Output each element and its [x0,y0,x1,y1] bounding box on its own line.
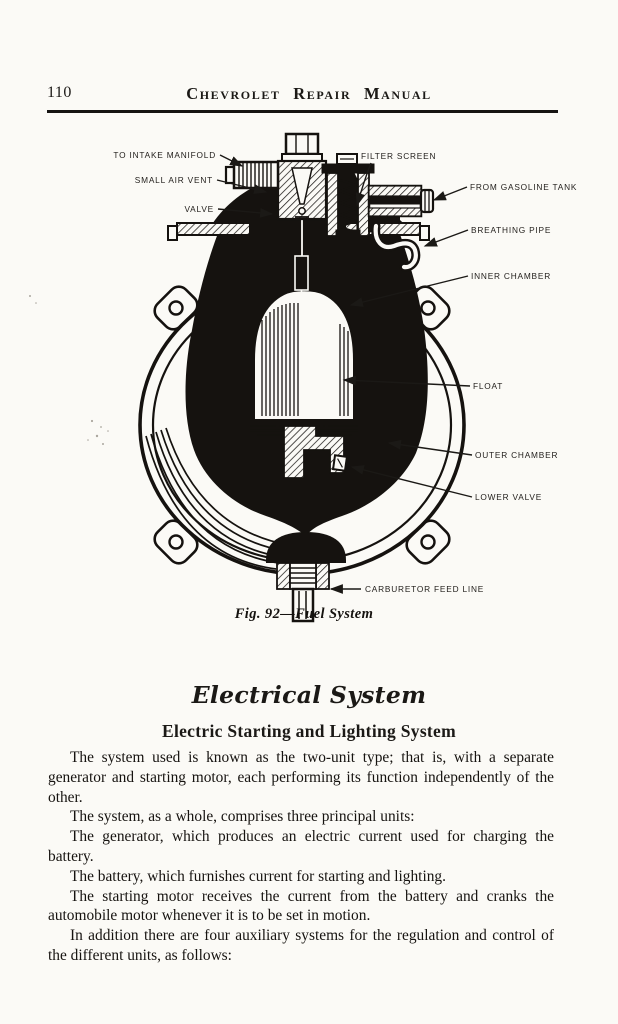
figure-label-inner-chamber: INNER CHAMBER [471,271,552,281]
page-header [0,84,618,106]
outlet-collar [277,563,329,589]
fuel-system-diagram [0,128,618,630]
section-title: Electrical System [191,681,427,709]
figure-label-filter-screen: FILTER SCREEN [361,151,437,161]
page-number: 110 [47,84,72,101]
figure-label-outer-chamber: OUTER CHAMBER [475,450,559,460]
figure-label-to-intake-manifold: TO INTAKE MANIFOLD [113,150,216,160]
scan-noise [29,295,109,445]
figure-label-lower-valve: LOWER VALVE [475,492,543,502]
paragraph: The starting motor receives the current from the battery and cranks the automobile motor whenever it is to be set in motion. [48,887,554,925]
figure-label-breathing-pipe: BREATHING PIPE [471,225,552,235]
figure-label-carburetor-feed-line: CARBURETOR FEED LINE [365,584,485,594]
paragraph: The generator, which produces an electric current used for charging the battery. [48,828,554,865]
fuel-system-figure [0,128,618,630]
gasoline-tank-fitting [369,186,433,216]
body-text [48,748,554,966]
paragraph: The system used is known as the two-unit type; that is, with a separate generator and starting motor, each performing its function independently of the other. [48,749,554,806]
float-dome [254,290,354,420]
header-rule [47,110,558,113]
paragraph: The system, as a whole, comprises three principal units: [70,808,415,826]
hex-nut [282,134,322,161]
figure-caption: Fig. 92—Fuel System [234,606,374,622]
figure-label-from-gasoline-tank: FROM GASOLINE TANK [470,182,578,192]
paragraph: The battery, which furnishes current for starting and lighting. [70,867,446,885]
valve-column [278,161,326,219]
lower-valve-shape [333,455,347,471]
paragraph: In addition there are four auxiliary systems for the regulation and control of the different units, as follows: [48,927,554,964]
subsection-title: Electric Starting and Lighting System [161,721,456,741]
manual-title: Chevrolet Repair Manual [186,84,432,103]
figure-label-small-air-vent: SMALL AIR VENT [134,175,213,185]
figure-label-valve: VALVE [184,204,214,214]
figure-label-float: FLOAT [473,381,504,391]
